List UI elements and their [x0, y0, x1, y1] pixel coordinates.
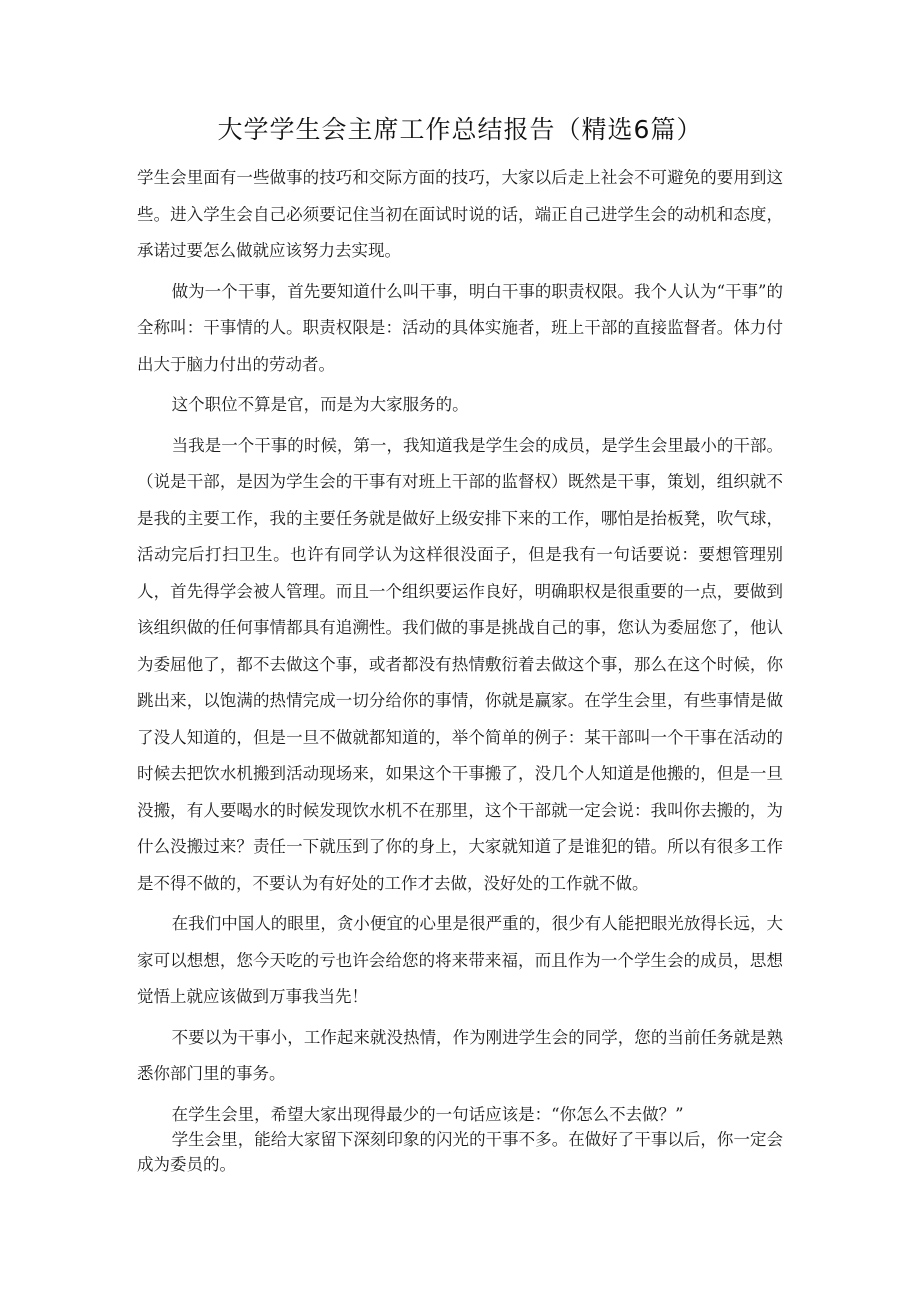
- paragraph-2: 做为一个干事，首先要知道什么叫干事，明白干事的职责权限。我个人认为“干事”的全称叫：干事情的人。职责权限是：活动的具体实施者，班上干部的直接监督者。体力付出大于脑力付出的劳动者。: [137, 281, 783, 374]
- paragraph-7: 在学生会里，希望大家出现得最少的一句话应该是：“你怎么不去做？”: [171, 1105, 684, 1124]
- paragraph-8: 学生会里，能给大家留下深刻印象的闪光的干事不多。在做好了干事以后，你一定会成为委员的。: [137, 1130, 783, 1174]
- paragraph-5: 在我们中国人的眼里，贪小便宜的心里是很严重的，很少有人能把眼光放得长远，大家可以想想，您今天吃的亏也许会给您的将来带来福，而且作为一个学生会的成员，思想觉悟上就应该做到万事我当先！: [137, 914, 783, 1006]
- document-tail: [137, 1102, 783, 1177]
- paragraph-3: 这个职位不算是官，而是为大家服务的。: [171, 395, 469, 414]
- paragraph-6: 不要以为干事小，工作起来就没热情，作为刚进学生会的同学，您的当前任务就是熟悉你部门里的事务。: [137, 1027, 783, 1083]
- document-body: [137, 160, 783, 1097]
- paragraph-1: 学生会里面有一些做事的技巧和交际方面的技巧，大家以后走上社会不可避免的要用到这些。进入学生会自己必须要记住当初在面试时说的话，端正自己进学生会的动机和态度，承诺过要怎么做就应该努力去实现。: [137, 168, 783, 260]
- document-title: 大学学生会主席工作总结报告（精选6篇）: [217, 115, 703, 144]
- paragraph-4: 当我是一个干事的时候，第一，我知道我是学生会的成员，是学生会里最小的干部。（说是干部，是因为学生会的干事有对班上干部的监督权）既然是干事，策划，组织就不是我的主要工作，我的主要任务就是做好上级安排下来的工作，哪怕是抬板凳，吹气球，活动完后打扫卫生。也许有同学认为这样很没面子，但是我有一句话要说：要想管理别人，首先得学会被人管理。而且一个组织要运作良好，明确职权是很重要的一点，要做到该组织做的任何事情都具有追溯性。我们做的事是挑战自己的事，您认为委屈您了，他认为委屈他了，都不去做这个事，或者都没有热情敷衍着去做这个事，那么在这个时候，你跳出来，以饱满的热情完成一切分给你的事情，你就是赢家。在学生会里，有些事情是做了没人知道的，但是一旦不做就都知道的，举个简单的例子：某干部叫一个干事在活动的时候去把饮水机搬到活动现场来，如果这个干事搬了，没几个人知道是他搬的，但是一旦没搬，有人要喝水的时候发现饮水机不在那里，这个干部就一定会说：我叫你去搬的，为什么没搬过来？责任一下就压到了你的身上，大家就知道了是谁犯的错。所以有很多工作是不得不做的，不要认为有好处的工作才去做，没好处的工作就不做。: [137, 435, 783, 893]
